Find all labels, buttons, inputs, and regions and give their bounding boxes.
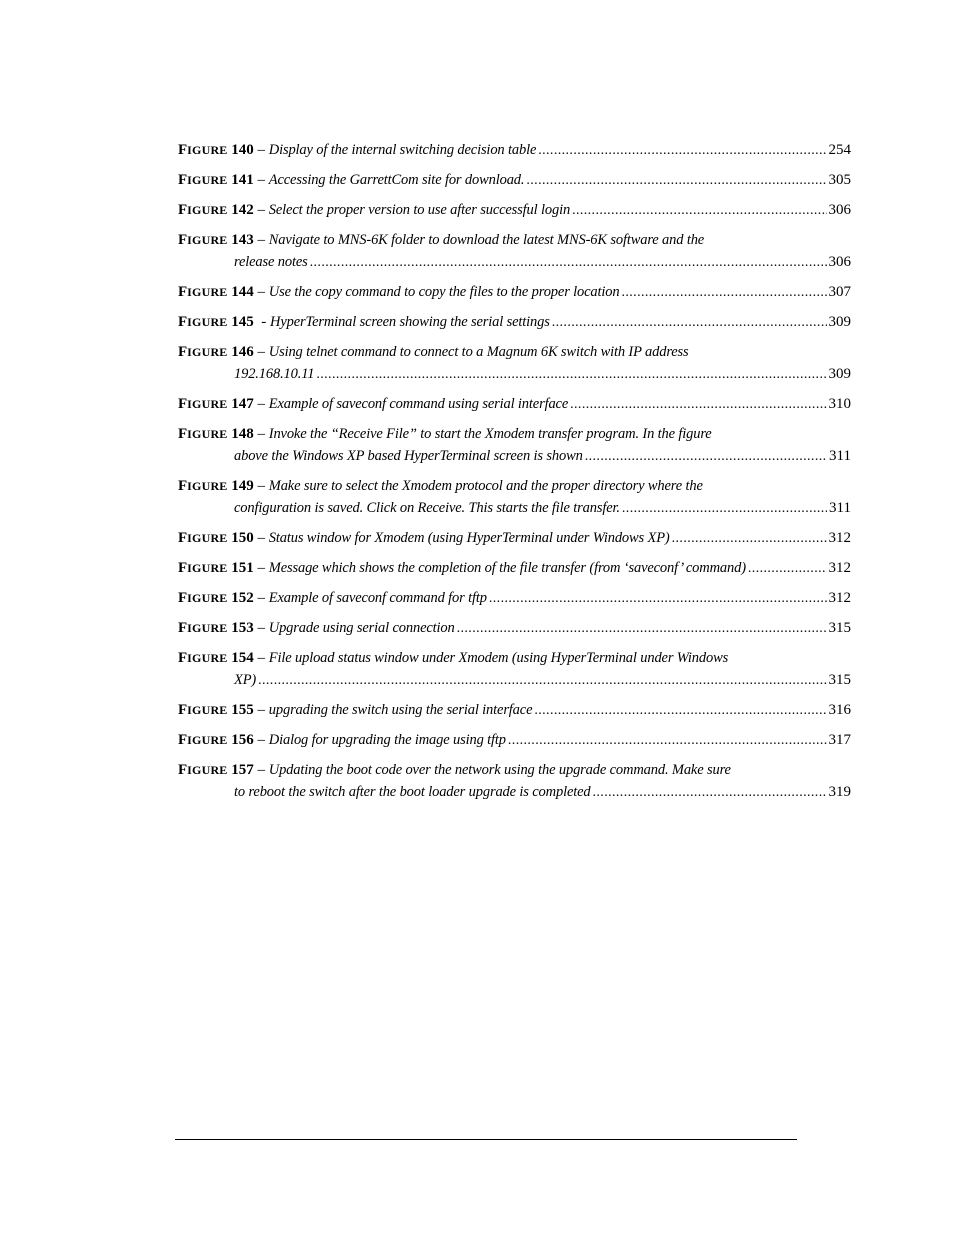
- entry-first-line: [178, 311, 851, 333]
- figure-label: [178, 647, 254, 669]
- figure-label-smallcaps: IGURE: [187, 285, 228, 299]
- figure-label-initial: F: [178, 284, 188, 300]
- figure-separator: –: [253, 478, 269, 494]
- entry-continuation-line: [178, 781, 851, 803]
- figure-label-initial: F: [178, 396, 188, 412]
- figure-separator: –: [253, 650, 269, 666]
- entry-first-line: [178, 393, 851, 415]
- dot-leader: [534, 700, 826, 722]
- figure-number: 148: [231, 426, 254, 442]
- figure-label-smallcaps: IGURE: [187, 173, 228, 187]
- entry-first-line: [178, 699, 851, 721]
- dot-leader: [552, 312, 827, 334]
- figure-caption: Example of saveconf command using serial interface: [268, 396, 569, 412]
- figure-separator: –: [253, 590, 269, 606]
- figure-separator: –: [253, 732, 269, 748]
- entry-first-line: [178, 527, 851, 549]
- figure-label: [178, 311, 254, 333]
- figure-entry[interactable]: [178, 169, 851, 191]
- figure-number: 152: [231, 590, 254, 606]
- figure-caption: Invoke the “Receive File” to start the Xmodem transfer program. In the figure: [268, 426, 712, 442]
- figure-number: 156: [231, 732, 254, 748]
- figure-caption: Display of the internal switching decision table: [268, 142, 537, 158]
- dot-leader: [316, 364, 826, 386]
- figure-separator: –: [253, 620, 269, 636]
- page-number[interactable]: 317: [828, 732, 851, 748]
- figure-entry[interactable]: [178, 699, 851, 721]
- page-number[interactable]: 315: [828, 620, 851, 636]
- figure-label-initial: F: [178, 560, 188, 576]
- figure-label: [178, 423, 254, 445]
- figure-label: [178, 527, 254, 549]
- page-number[interactable]: 312: [828, 530, 851, 546]
- figure-number: 144: [231, 284, 254, 300]
- figure-number: 143: [231, 232, 254, 248]
- figure-entry[interactable]: [178, 617, 851, 639]
- figure-label: [178, 393, 254, 415]
- figure-caption: above the Windows XP based HyperTerminal screen is shown: [234, 448, 583, 464]
- figure-caption: Use the copy command to copy the files to the proper location: [268, 284, 620, 300]
- figure-number: 142: [231, 202, 254, 218]
- figure-caption: Status window for Xmodem (using HyperTerminal under Windows XP): [268, 530, 670, 546]
- dot-leader: [310, 252, 827, 274]
- page-number[interactable]: 312: [828, 560, 851, 576]
- figure-number: 141: [231, 172, 254, 188]
- figure-number: 150: [231, 530, 254, 546]
- figure-label-initial: F: [178, 590, 188, 606]
- entry-first-line: [178, 557, 851, 579]
- page-number[interactable]: 307: [828, 284, 851, 300]
- dot-leader: [570, 394, 826, 416]
- list-of-figures: [178, 139, 851, 811]
- figure-entry[interactable]: [178, 759, 851, 803]
- entry-continuation-line: [178, 497, 851, 519]
- figure-entry[interactable]: [178, 557, 851, 579]
- figure-entry[interactable]: [178, 647, 851, 691]
- figure-caption: to reboot the switch after the boot loader upgrade is completed: [234, 784, 591, 800]
- entry-first-line: [178, 169, 851, 191]
- figure-caption: 192.168.10.11: [234, 366, 315, 382]
- page-number[interactable]: 311: [829, 500, 851, 516]
- figure-label-smallcaps: IGURE: [187, 203, 228, 217]
- entry-first-line: [178, 281, 851, 303]
- figure-caption: Navigate to MNS-6K folder to download the latest MNS-6K software and the: [268, 232, 705, 248]
- figure-separator: –: [253, 762, 269, 778]
- page-number[interactable]: 309: [828, 314, 851, 330]
- figure-separator: –: [253, 142, 269, 158]
- figure-label-initial: F: [178, 732, 188, 748]
- dot-leader: [621, 282, 826, 304]
- figure-label-smallcaps: IGURE: [187, 733, 228, 747]
- figure-label-initial: F: [178, 478, 188, 494]
- figure-label-initial: F: [178, 344, 188, 360]
- figure-label-initial: F: [178, 232, 188, 248]
- figure-entry[interactable]: [178, 311, 851, 333]
- figure-entry[interactable]: [178, 281, 851, 303]
- figure-label: [178, 229, 254, 251]
- page-number[interactable]: 316: [828, 702, 851, 718]
- figure-separator: -: [253, 314, 271, 330]
- dot-leader: [258, 670, 826, 692]
- figure-label-smallcaps: IGURE: [187, 561, 228, 575]
- figure-caption: Updating the boot code over the network using the upgrade command. Make sure: [268, 762, 731, 778]
- figure-label-smallcaps: IGURE: [187, 651, 228, 665]
- figure-label-smallcaps: IGURE: [187, 531, 228, 545]
- figure-label-initial: F: [178, 620, 188, 636]
- dot-leader: [508, 730, 827, 752]
- dot-leader: [748, 558, 827, 580]
- figure-separator: –: [253, 172, 269, 188]
- entry-first-line: [178, 229, 851, 251]
- figure-label-smallcaps: IGURE: [187, 315, 228, 329]
- footer-rule: [175, 1139, 797, 1140]
- figure-label: [178, 617, 254, 639]
- dot-leader: [585, 446, 827, 468]
- figure-label: [178, 169, 254, 191]
- figure-label-smallcaps: IGURE: [187, 143, 228, 157]
- figure-caption: Message which shows the completion of the file transfer (from ‘saveconf’ command): [268, 560, 746, 576]
- figure-entry[interactable]: [178, 527, 851, 549]
- figure-number: 153: [231, 620, 254, 636]
- dot-leader: [526, 170, 826, 192]
- figure-label: [178, 475, 254, 497]
- figure-caption: Using telnet command to connect to a Magnum 6K switch with IP address: [268, 344, 689, 360]
- figure-separator: –: [253, 530, 269, 546]
- figure-caption: Select the proper version to use after successful login: [268, 202, 571, 218]
- page-number[interactable]: 306: [828, 254, 851, 270]
- figure-separator: –: [253, 702, 269, 718]
- figure-caption: Example of saveconf command for tftp: [268, 590, 487, 606]
- figure-label-initial: F: [178, 172, 188, 188]
- entry-continuation-line: [178, 363, 851, 385]
- entry-first-line: [178, 617, 851, 639]
- figure-caption: File upload status window under Xmodem (using HyperTerminal under Windows: [268, 650, 729, 666]
- figure-label: [178, 199, 254, 221]
- figure-label-initial: F: [178, 314, 188, 330]
- figure-label: [178, 139, 254, 161]
- figure-label: [178, 281, 254, 303]
- figure-label-initial: F: [178, 202, 188, 218]
- figure-caption: Make sure to select the Xmodem protocol and the proper directory where the: [268, 478, 703, 494]
- figure-label-smallcaps: IGURE: [187, 703, 228, 717]
- entry-continuation-line: [178, 445, 851, 467]
- dot-leader: [457, 618, 827, 640]
- figure-number: 154: [231, 650, 254, 666]
- page-number[interactable]: 306: [828, 202, 851, 218]
- figure-separator: –: [253, 426, 269, 442]
- figure-label-smallcaps: IGURE: [187, 397, 228, 411]
- page-number[interactable]: 311: [829, 448, 851, 464]
- entry-first-line: [178, 759, 851, 781]
- figure-label-initial: F: [178, 530, 188, 546]
- figure-label-initial: F: [178, 762, 188, 778]
- figure-separator: –: [253, 344, 269, 360]
- figure-caption: Upgrade using serial connection: [268, 620, 455, 636]
- entry-first-line: [178, 199, 851, 221]
- dot-leader: [538, 140, 826, 162]
- figure-label-smallcaps: IGURE: [187, 345, 228, 359]
- figure-separator: –: [253, 396, 269, 412]
- page-number[interactable]: 254: [828, 142, 851, 158]
- figure-entry[interactable]: [178, 587, 851, 609]
- figure-label-initial: F: [178, 426, 188, 442]
- page-number[interactable]: 312: [828, 590, 851, 606]
- entry-continuation-line: [178, 251, 851, 273]
- figure-label: [178, 587, 254, 609]
- figure-separator: –: [253, 560, 269, 576]
- figure-caption: HyperTerminal screen showing the serial settings: [270, 314, 550, 330]
- figure-entry[interactable]: [178, 475, 851, 519]
- page-number[interactable]: 315: [828, 672, 851, 688]
- figure-label-smallcaps: IGURE: [187, 479, 228, 493]
- figure-number: 157: [231, 762, 254, 778]
- page-number[interactable]: 309: [828, 366, 851, 382]
- figure-caption: XP): [234, 672, 257, 688]
- figure-label-initial: F: [178, 650, 188, 666]
- figure-number: 155: [231, 702, 254, 718]
- figure-entry[interactable]: [178, 423, 851, 467]
- page-number[interactable]: 305: [828, 172, 851, 188]
- entry-first-line: [178, 341, 851, 363]
- figure-label-initial: F: [178, 142, 188, 158]
- figure-entry[interactable]: [178, 199, 851, 221]
- dot-leader: [572, 200, 826, 222]
- figure-number: 147: [231, 396, 254, 412]
- figure-separator: –: [253, 284, 269, 300]
- figure-label-initial: F: [178, 702, 188, 718]
- entry-first-line: [178, 587, 851, 609]
- figure-label: [178, 341, 254, 363]
- figure-entry[interactable]: [178, 229, 851, 273]
- figure-label: [178, 729, 254, 751]
- figure-entry[interactable]: [178, 341, 851, 385]
- dot-leader: [593, 782, 827, 804]
- entry-continuation-line: [178, 669, 851, 691]
- figure-separator: –: [253, 232, 269, 248]
- figure-label-smallcaps: IGURE: [187, 763, 228, 777]
- figure-label-smallcaps: IGURE: [187, 427, 228, 441]
- figure-label-smallcaps: IGURE: [187, 233, 228, 247]
- figure-entry[interactable]: [178, 729, 851, 751]
- figure-label: [178, 759, 254, 781]
- figure-entry[interactable]: [178, 393, 851, 415]
- figure-label-smallcaps: IGURE: [187, 621, 228, 635]
- entry-first-line: [178, 475, 851, 497]
- page-number[interactable]: 310: [828, 396, 851, 412]
- figure-entry[interactable]: [178, 139, 851, 161]
- entry-first-line: [178, 139, 851, 161]
- figure-number: 149: [231, 478, 254, 494]
- figure-caption: Dialog for upgrading the image using tftp: [268, 732, 506, 748]
- entry-first-line: [178, 647, 851, 669]
- figure-number: 145: [231, 314, 254, 330]
- entry-first-line: [178, 423, 851, 445]
- figure-caption: upgrading the switch using the serial interface: [268, 702, 533, 718]
- figure-separator: –: [253, 202, 269, 218]
- figure-caption: Accessing the GarrettCom site for download.: [268, 172, 525, 188]
- figure-number: 140: [231, 142, 254, 158]
- dot-leader: [672, 528, 827, 550]
- figure-label: [178, 699, 254, 721]
- figure-caption: release notes: [234, 254, 308, 270]
- dot-leader: [622, 498, 827, 520]
- figure-label: [178, 557, 254, 579]
- page-number[interactable]: 319: [828, 784, 851, 800]
- figure-caption: configuration is saved. Click on Receive. This starts the file transfer.: [234, 500, 620, 516]
- entry-first-line: [178, 729, 851, 751]
- figure-number: 151: [231, 560, 254, 576]
- figure-label-smallcaps: IGURE: [187, 591, 228, 605]
- dot-leader: [489, 588, 827, 610]
- figure-number: 146: [231, 344, 254, 360]
